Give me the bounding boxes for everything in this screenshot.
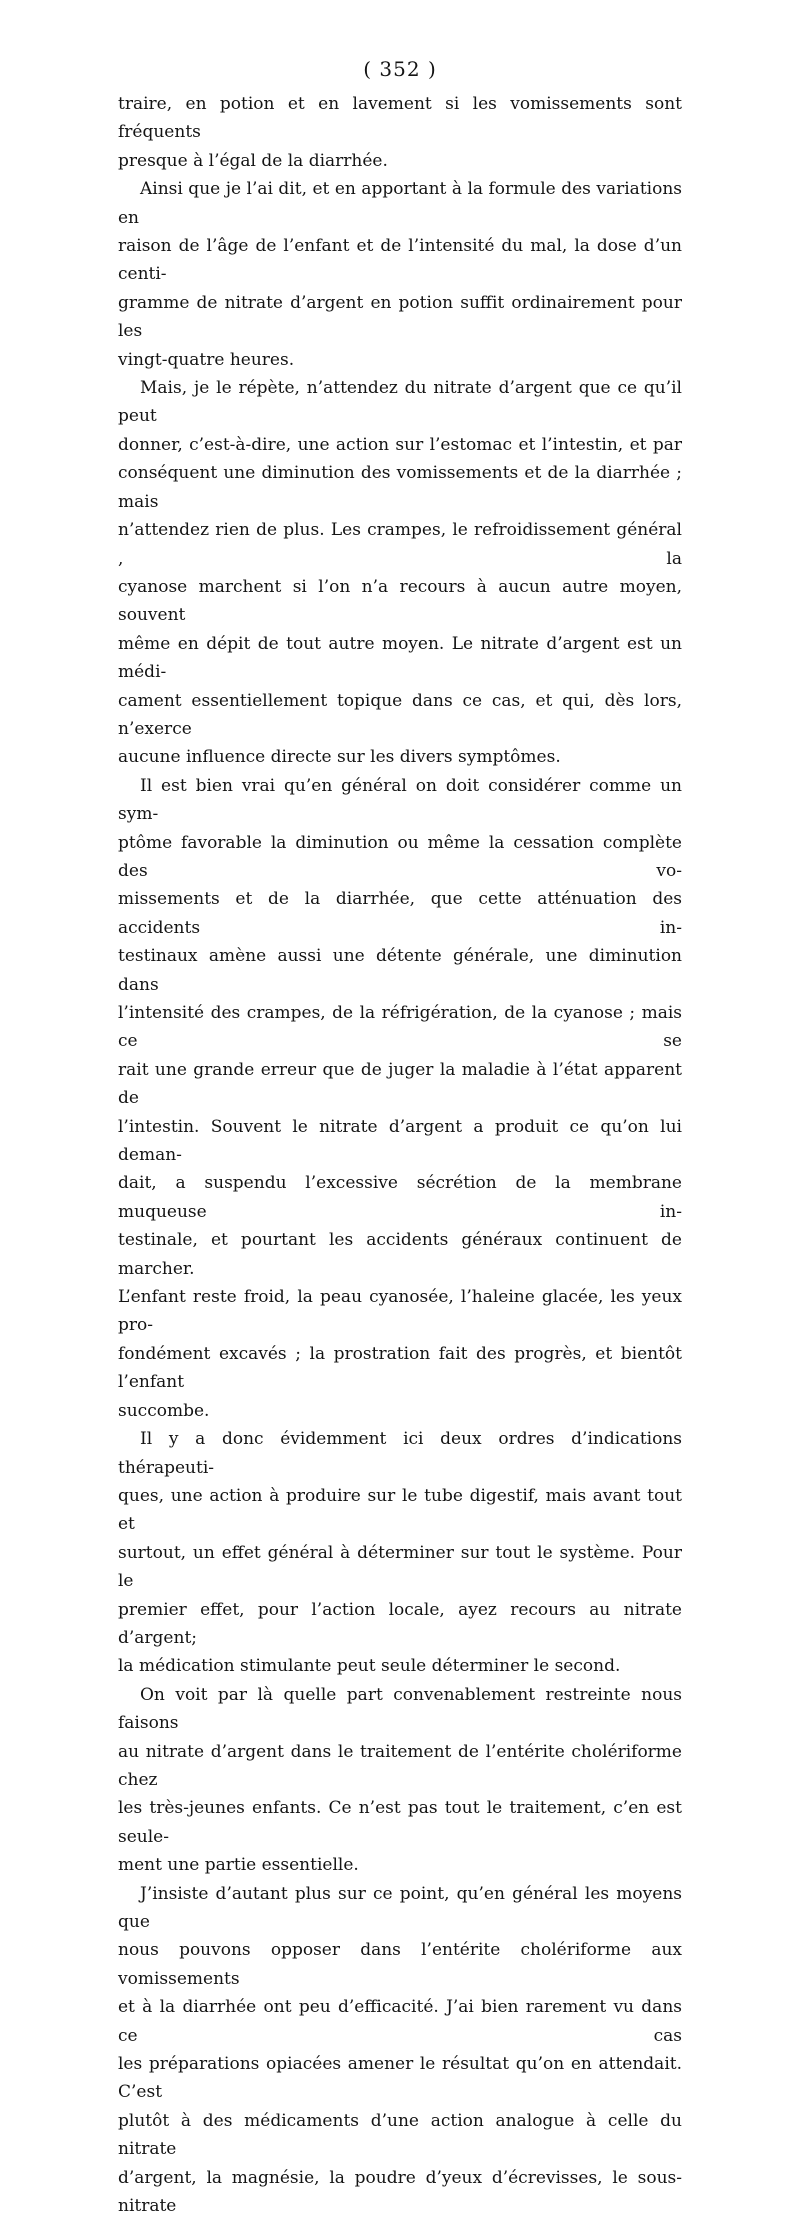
text-line: ques, une action à produire sur le tube digestif, mais avant tout et — [118, 1485, 682, 1535]
text-line: la médication stimulante peut seule déterminer le second. — [118, 1656, 621, 1677]
text-line: l’intestin. Souvent le nitrate d’argent a produit ce qu’on lui deman- — [118, 1116, 682, 1166]
text-line: presque à l’égal de la diarrhée. — [118, 150, 388, 171]
text-line: au nitrate d’argent dans le traitement de l’entérite cholériforme chez — [118, 1741, 682, 1790]
text-line: raison de l’âge de l’enfant et de l’intensité du mal, la dose d’un centi- — [118, 236, 682, 285]
text-line: nous pouvons opposer dans l’entérite cholériforme aux vomissements — [118, 1940, 682, 1989]
paragraph — [118, 1880, 682, 2220]
text-line: J’insiste d’autant plus sur ce point, qu’en général les moyens que — [118, 1883, 682, 1932]
text-line: conséquent une diminution des vomissements et de la diarrhée ; mais — [118, 463, 682, 512]
text-line: ptôme favorable la diminution ou même la cessation complète des vo- — [118, 832, 682, 881]
text-line: les très-jeunes enfants. Ce n’est pas tout le traitement, c’en est seule- — [118, 1798, 682, 1847]
text-line: ment une partie essentielle. — [118, 1855, 359, 1876]
text-line: succombe. — [118, 1400, 210, 1421]
text-line: l’intensité des crampes, de la réfrigération, de la cyanose ; mais ce se — [118, 1003, 682, 1052]
text-line: d’argent, la magnésie, la poudre d’yeux d’écrevisses, le sous-nitrate — [118, 2167, 682, 2217]
text-line: aucune influence directe sur les divers symptômes. — [118, 747, 561, 768]
text-line: cament essentiellement topique dans ce cas, et qui, dès lors, n’exerce — [118, 690, 682, 739]
text-line: On voit par là quelle part convenablement restreinte nous faisons — [118, 1684, 682, 1734]
text-line: missements et de la diarrhée, que cette atténuation des accidents in- — [118, 889, 682, 938]
text-line: testinale, et pourtant les accidents généraux continuent de marcher. — [118, 1230, 682, 1279]
text-line: Il est bien vrai qu’en général on doit considérer comme un sym- — [118, 775, 682, 825]
paragraph — [118, 90, 682, 175]
text-line: surtout, un effet général à déterminer sur tout le système. Pour le — [118, 1542, 682, 1592]
text-line: L’enfant reste froid, la peau cyanosée, l’haleine glacée, les yeux pro- — [118, 1287, 682, 1336]
text-line: vingt-quatre heures. — [118, 349, 295, 370]
text-line: donner, c’est-à-dire, une action sur l’estomac et l’intestin, et par — [118, 434, 682, 455]
text-line: fondément excavés ; la prostration fait des progrès, et bientôt l’enfant — [118, 1343, 682, 1393]
text-line: traire, en potion et en lavement si les vomissements sont fréquents — [118, 94, 682, 143]
paragraph — [118, 175, 682, 374]
text-line: cyanose marchent si l’on n’a recours à aucun autre moyen, souvent — [118, 576, 682, 626]
text-line: Mais, je le répète, n’attendez du nitrate d’argent que ce qu’il peut — [118, 378, 682, 427]
text-line: plutôt à des médicaments d’une action analogue à celle du nitrate — [118, 2110, 682, 2160]
text-line: n’attendez rien de plus. Les crampes, le refroidissement général , la — [118, 520, 682, 569]
text-line: premier effet, pour l’action locale, ayez recours au nitrate d’argent; — [118, 1599, 682, 1648]
body-text — [118, 90, 682, 2220]
text-line: testinaux amène aussi une détente générale, une diminution dans — [118, 946, 682, 995]
text-line: gramme de nitrate d’argent en potion suffit ordinairement pour les — [118, 292, 682, 342]
text-line: les préparations opiacées amener le résultat qu’on en attendait. C’est — [118, 2054, 682, 2103]
text-line: Ainsi que je l’ai dit, et en apportant à la formule des variations en — [118, 179, 682, 228]
paragraph — [118, 1681, 682, 1880]
text-line: Il y a donc évidemment ici deux ordres d’indications thérapeuti- — [118, 1429, 682, 1478]
paragraph — [118, 1425, 682, 1681]
paragraph — [118, 374, 682, 772]
text-line: même en dépit de tout autre moyen. Le nitrate d’argent est un médi- — [118, 633, 682, 683]
paragraph — [118, 772, 682, 1425]
page-number: ( 352 ) — [363, 57, 437, 81]
text-line: rait une grande erreur que de juger la maladie à l’état apparent de — [118, 1059, 682, 1109]
text-line: et à la diarrhée ont peu d’efficacité. J’ai bien rarement vu dans ce cas — [118, 1997, 682, 2046]
text-line: dait, a suspendu l’excessive sécrétion de la membrane muqueuse in- — [118, 1173, 682, 1222]
